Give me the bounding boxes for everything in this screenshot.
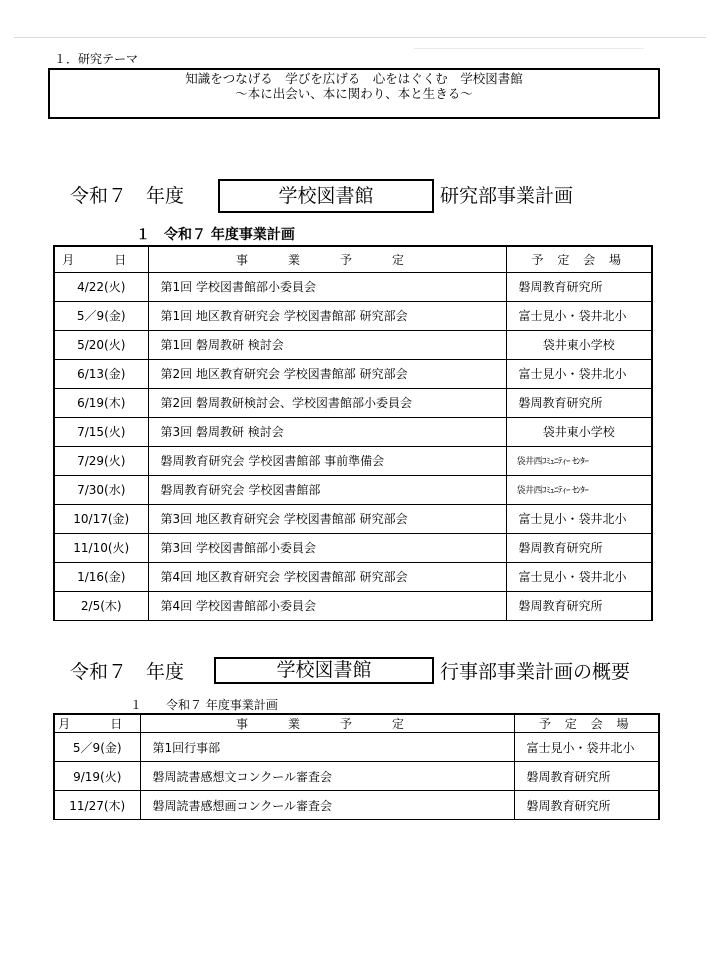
event-plan-heading-prefix: 令和７ 年度 [70,661,185,683]
row-date: 7/29(火) [54,446,148,475]
header-event: 事 業 予 定 [140,714,514,733]
research-theme-box [48,68,660,119]
row-date: 5／9(金) [54,733,140,762]
row-date: 1/16(金) [54,562,148,591]
row-event: 第1回 地区教育研究会 学校図書館部 研究部会 [148,301,506,330]
row-date: 5／9(金) [54,301,148,330]
table-header-row [54,246,652,272]
row-date: 11/27(木) [54,791,140,820]
row-event: 第1回行事部 [140,733,514,762]
row-event: 第4回 学校図書館部小委員会 [148,591,506,620]
row-venue: 磐周教育研究所 [506,533,652,562]
table-row [54,272,652,301]
row-venue: 富士見小・袋井北小 [506,359,652,388]
row-venue: 富士見小・袋井北小 [506,504,652,533]
row-event: 磐周教育研究会 学校図書館部 事前準備会 [148,446,506,475]
research-theme-line2: ～本に出会い、本に関わり、本と生きる～ [235,86,473,101]
row-event: 磐周読書感想文コンクール審査会 [140,762,514,791]
row-venue: 磐周教育研究所 [506,591,652,620]
research-plan-table [53,245,653,621]
row-event: 磐周教育研究会 学校図書館部 [148,475,506,504]
header-month: 月 日 [54,246,148,272]
table-row [54,388,652,417]
row-date: 7/15(火) [54,417,148,446]
row-date: 6/13(金) [54,359,148,388]
row-venue: 磐周教育研究所 [506,388,652,417]
row-date: 7/30(水) [54,475,148,504]
research-plan-subheading: １ 令和７ 年度事業計画 [136,227,295,243]
event-plan-heading-box: 学校図書館 [214,657,434,684]
table-row [54,762,659,791]
research-plan-heading-prefix: 令和７ 年度 [70,185,185,207]
research-theme-label: １．研究テーマ [54,52,139,66]
table-header-row [54,714,659,733]
row-event: 第3回 磐周教研 検討会 [148,417,506,446]
table-row [54,417,652,446]
row-date: 5/20(火) [54,330,148,359]
row-date: 9/19(火) [54,762,140,791]
table-row [54,301,652,330]
header-venue: 予 定 会 場 [506,246,652,272]
table-row [54,791,659,820]
table-row [54,562,652,591]
faint-rule [414,48,644,49]
header-month: 月 日 [54,714,140,733]
row-venue: 磐周教育研究所 [514,791,659,820]
table-row [54,533,652,562]
row-venue: 袋井西ｺﾐｭﾆﾃｨｰ ｾﾝﾀｰ [506,446,652,475]
table-row [54,330,652,359]
row-event: 第2回 地区教育研究会 学校図書館部 研究部会 [148,359,506,388]
top-rule [14,37,706,38]
row-event: 第1回 学校図書館部小委員会 [148,272,506,301]
row-event: 第2回 磐周教研検討会、学校図書館部小委員会 [148,388,506,417]
header-event: 事 業 予 定 [148,246,506,272]
row-event: 第3回 地区教育研究会 学校図書館部 研究部会 [148,504,506,533]
table-row [54,446,652,475]
research-theme-line1: 知識をつなげる 学びを広げる 心をはぐくむ 学校図書館 [185,71,523,86]
row-venue: 富士見小・袋井北小 [514,733,659,762]
row-date: 2/5(木) [54,591,148,620]
row-date: 4/22(火) [54,272,148,301]
research-plan-heading-box: 学校図書館 [218,179,434,213]
row-event: 第3回 学校図書館部小委員会 [148,533,506,562]
row-venue: 磐周教育研究所 [506,272,652,301]
row-event: 第4回 地区教育研究会 学校図書館部 研究部会 [148,562,506,591]
row-event: 磐周読書感想画コンクール審査会 [140,791,514,820]
table-row [54,359,652,388]
event-plan-subheading: １ 令和７ 年度事業計画 [130,698,278,712]
row-venue: 富士見小・袋井北小 [506,301,652,330]
table-row [54,591,652,620]
event-plan-heading-suffix: 行事部事業計画の概要 [440,661,631,683]
row-date: 6/19(木) [54,388,148,417]
row-venue: 富士見小・袋井北小 [506,562,652,591]
row-event: 第1回 磐周教研 検討会 [148,330,506,359]
event-plan-table [53,713,660,820]
research-plan-heading-suffix: 研究部事業計画 [440,185,574,207]
table-row [54,733,659,762]
row-venue: 磐周教育研究所 [514,762,659,791]
table-row [54,504,652,533]
row-venue: 袋井西ｺﾐｭﾆﾃｨｰ ｾﾝﾀｰ [506,475,652,504]
row-date: 10/17(金) [54,504,148,533]
row-date: 11/10(火) [54,533,148,562]
header-venue: 予 定 会 場 [514,714,659,733]
row-venue: 袋井東小学校 [506,417,652,446]
table-row [54,475,652,504]
row-venue: 袋井東小学校 [506,330,652,359]
